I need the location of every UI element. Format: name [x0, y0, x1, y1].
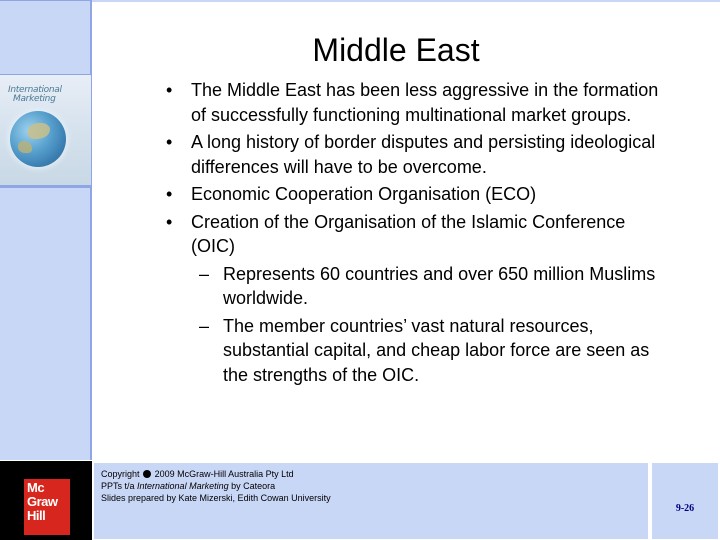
- book-cover-image: [0, 75, 91, 185]
- continent-shape: [18, 141, 32, 153]
- book-cover-line2: Marketing: [13, 94, 56, 104]
- top-band: [92, 0, 720, 2]
- mcgraw-hill-logo: [24, 479, 70, 535]
- slide-title: Middle East: [312, 32, 480, 68]
- ppt-line: [101, 480, 501, 492]
- globe-icon: [10, 111, 66, 167]
- copyright-line: [101, 468, 501, 480]
- footer-credits: [101, 468, 501, 504]
- footer-page-panel: [652, 463, 718, 539]
- copyright-text: 2009 McGraw-Hill Australia Pty Ltd: [154, 469, 294, 479]
- bullet-item: • The Middle East has been less aggressive in the formation of successfully functioning multinational market groups.: [160, 78, 660, 127]
- book-title: International Marketing: [137, 481, 229, 491]
- slides-credit: Slides prepared by Kate Mizerski, Edith Cowan University: [101, 493, 331, 503]
- logo-line2: Graw: [27, 494, 58, 509]
- page-number: 9-26: [675, 503, 695, 514]
- bullet-item: • Economic Cooperation Organisation (ECO): [160, 182, 660, 207]
- book-cover-line1: International: [8, 85, 62, 95]
- logo-line1: Mc: [27, 480, 45, 495]
- slide-body: [160, 78, 660, 390]
- book-cover-title: [8, 86, 88, 104]
- sidebar-bottom-block: [0, 188, 90, 460]
- ppt-suffix: by Cateora: [231, 481, 276, 491]
- logo-line3: Hill: [27, 508, 46, 523]
- sub-bullet-item: – Represents 60 countries and over 650 million Muslims worldwide.: [160, 262, 660, 311]
- sub-bullet-item: – The member countries’ vast natural resources, substantial capital, and cheap labor force are seen as the strengths of the OIC.: [160, 314, 660, 388]
- bullet-item: • A long history of border disputes and persisting ideological differences will have to be overcome.: [160, 130, 660, 179]
- copyright-icon: [143, 470, 151, 478]
- sidebar-top-block: [0, 1, 90, 74]
- bullet-item: • Creation of the Organisation of the Islamic Conference (OIC): [160, 210, 660, 259]
- copyright-prefix: Copyright: [101, 469, 140, 479]
- ppt-prefix: PPTs t/a: [101, 481, 135, 491]
